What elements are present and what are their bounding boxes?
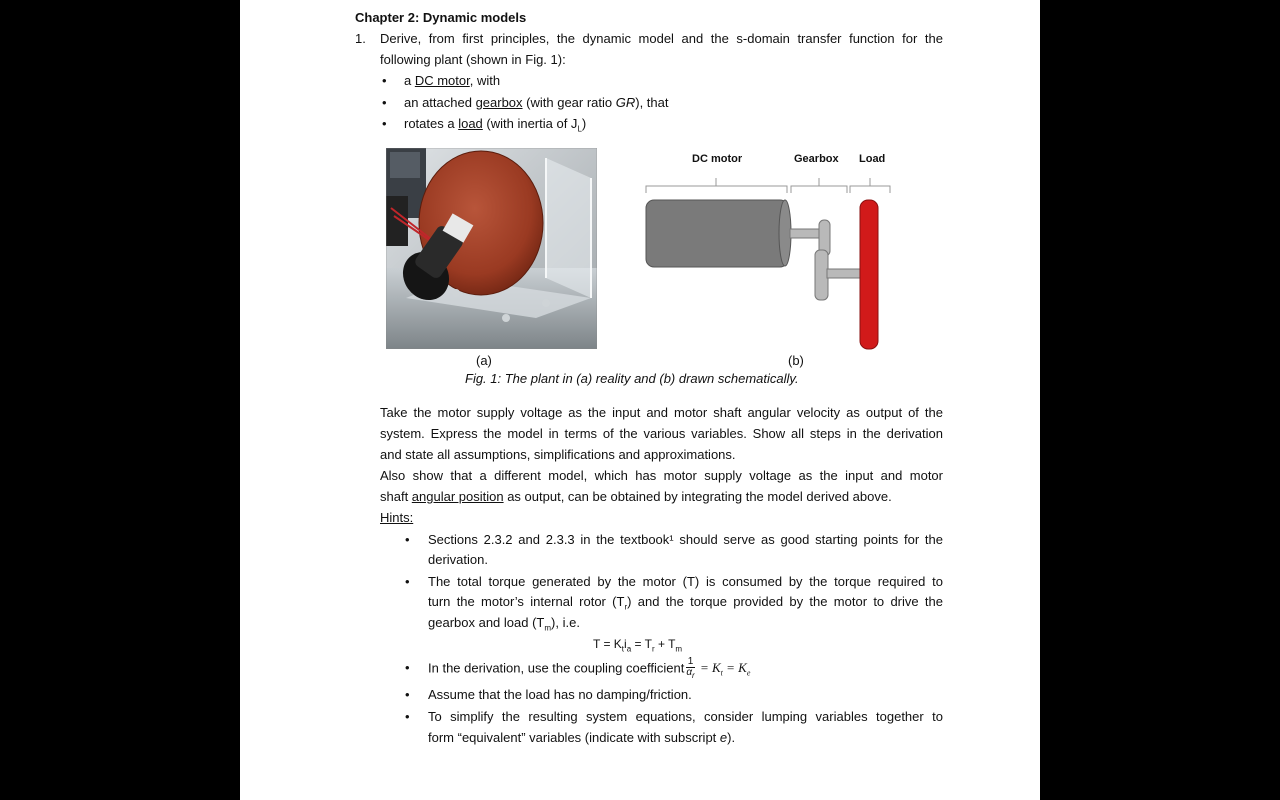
label-load: Load: [859, 153, 886, 165]
hint-2-line3: gearbox and load $(T_m)$, i.e.: [428, 615, 580, 633]
body-p2-line1: Also show that a different model, which has motor supply voltage as the input and motor: [380, 468, 943, 483]
body-p1-line3: and state all assumptions, simplifications and approximations.: [380, 447, 736, 462]
bullet-dot: •: [382, 73, 387, 88]
bullet-dot: •: [405, 687, 410, 702]
load-brace: [850, 178, 890, 193]
plant-photo: [386, 148, 597, 349]
document-page: [240, 0, 1040, 800]
body-p2-line2: shaft angular position as output, can be obtained by integrating the model derived above.: [380, 489, 892, 504]
schematic-motor: [646, 200, 788, 267]
motor-brace: [646, 178, 787, 193]
schematic-gear-2: [815, 250, 828, 300]
bullet-dot: •: [382, 95, 387, 110]
gearbox-brace: [791, 178, 847, 193]
item-gearbox: an attached gearbox (with gear ratio GR), that: [404, 95, 669, 110]
hint-5-line1: To simplify the resulting system equations, consider lumping variables together to: [428, 709, 943, 724]
bullet-dot: •: [405, 709, 410, 724]
item-load: rotates a load (with inertia of $J_L$): [404, 116, 587, 134]
bullet-dot: •: [405, 660, 410, 675]
subfigure-b-label: (b): [788, 353, 804, 368]
hint-2-line2: turn the motor’s internal rotor $(T_r)$ and the torque provided by the motor to drive the: [428, 594, 943, 612]
coupling-fraction: $\frac{1}{\alpha_r}$: [686, 656, 695, 680]
hint-5-line2: form “equivalent” variables (indicate with subscript e).: [428, 730, 736, 745]
body-p1-line1: Take the motor supply voltage as the input and motor shaft angular velocity as output of the: [380, 405, 943, 420]
hint-4: Assume that the load has no damping/friction.: [428, 687, 692, 702]
hints-label: Hints:: [380, 510, 414, 525]
label-gearbox: Gearbox: [794, 153, 839, 165]
hint-3: In the derivation, use the coupling coefficient $\frac{1}{\alpha_r}$ = $K_t = K_e$: [428, 656, 751, 680]
item-dc-motor: a DC motor, with: [404, 73, 501, 88]
body-p1-line2: system. Express the model in terms of the various variables. Show all steps in the derivation: [380, 426, 943, 441]
figure-caption: Fig. 1: The plant in (a) reality and (b) drawn schematically.: [465, 371, 799, 386]
question-number: 1.: [355, 31, 366, 46]
label-dc-motor: DC motor: [692, 153, 743, 165]
bullet-dot: •: [405, 532, 410, 547]
hint-1-line1: Sections 2.3.2 and 2.3.3 in the textbook¹ should serve as good starting points for the: [428, 532, 943, 547]
question-intro-line1: Derive, from first principles, the dynamic model and the s-domain transfer function for the: [380, 31, 943, 46]
question-intro-line2: following plant (shown in Fig. 1):: [380, 52, 566, 67]
plant-schematic: [635, 148, 895, 353]
hint-1-line2: derivation.: [428, 552, 488, 567]
bullet-dot: •: [405, 574, 410, 589]
bullet-dot: •: [382, 116, 387, 131]
hint-2-line1: The total torque generated by the motor (T) is consumed by the torque required to: [428, 574, 943, 589]
chapter-title: Chapter 2: Dynamic models: [355, 10, 527, 25]
schematic-load: [860, 200, 878, 349]
subfigure-a-label: (a): [476, 353, 492, 368]
torque-equation: $T = K_ti_a = T_r + T_m$: [593, 637, 683, 654]
